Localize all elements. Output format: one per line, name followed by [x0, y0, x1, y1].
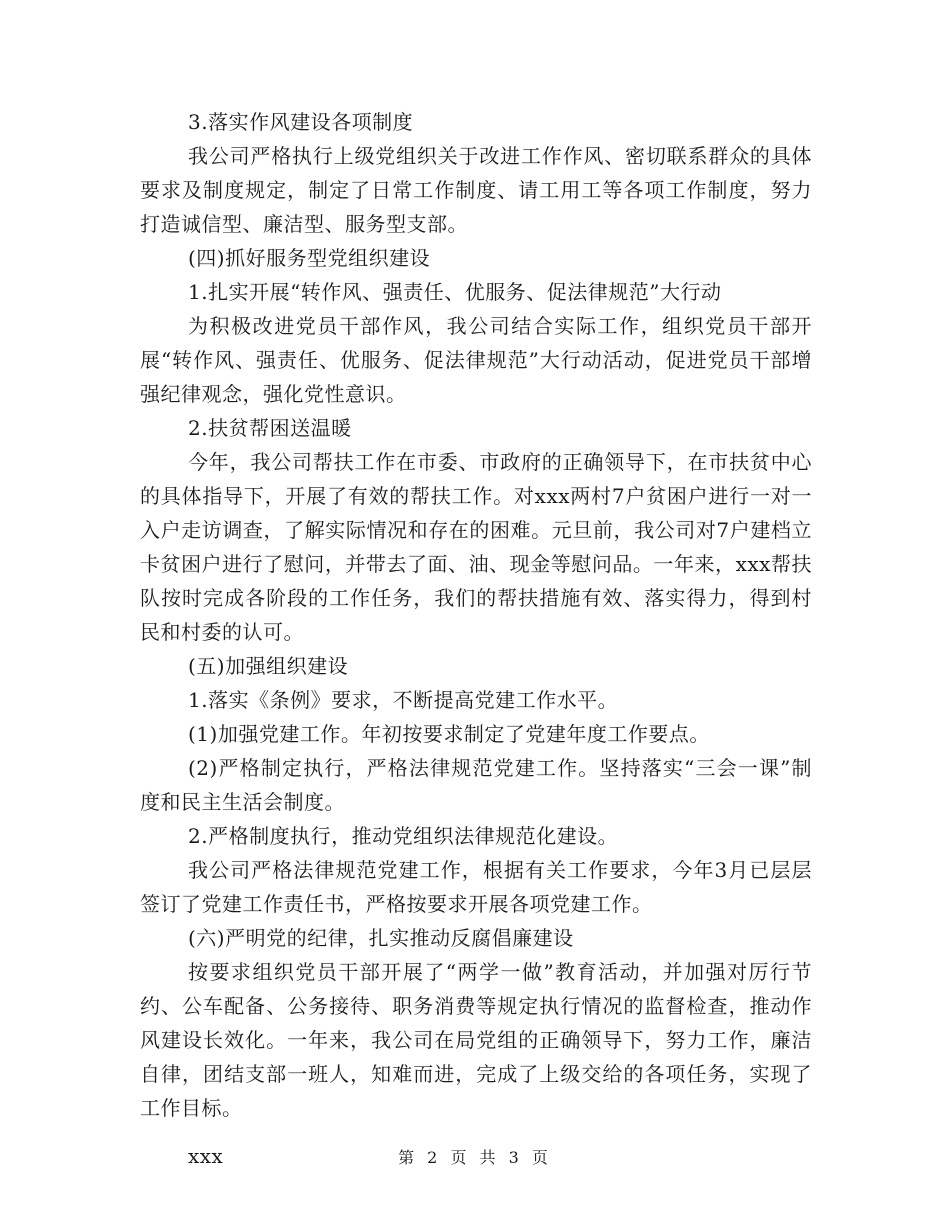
- section-heading: 2.扶贫帮困送温暖: [188, 416, 352, 440]
- paragraph: 我公司严格执行上级党组织关于改进工作作风、密切联系群众的具体要求及制度规定，制定了日常工作制度、请工用工等各项工作制度，努力打造诚信型、廉洁型、服务型支部。: [140, 144, 812, 236]
- section-heading: (五)加强组织建设: [188, 654, 349, 678]
- paragraph: 今年，我公司帮扶工作在市委、市政府的正确领导下，在市扶贫中心的具体指导下，开展了有效的帮扶工作。对xxx两村7户贫困户进行一对一入户走访调查，了解实际情况和存在的困难。元旦前，我公司对7户建档立卡贫困户进行了慰问，并带去了面、油、现金等慰问品。一年来，xxx帮扶队按时完成各阶段的工作任务，我们的帮扶措施有效、落实得力，得到村民和村委的认可。: [140, 450, 812, 644]
- paragraph: 为积极改进党员干部作风，我公司结合实际工作，组织党员干部开展“转作风、强责任、优服务、促法律规范”大行动活动，促进党员干部增强纪律观念，强化党性意识。: [140, 314, 812, 406]
- paragraph: 我公司严格法律规范党建工作，根据有关工作要求，今年3月已层层签订了党建工作责任书，严格按要求开展各项党建工作。: [140, 858, 812, 916]
- signature: xxx: [188, 1144, 224, 1168]
- document-body: [140, 105, 812, 1173]
- paragraph: 按要求组织党员干部开展了“两学一做”教育活动，并加强对厉行节约、公车配备、公务接待、职务消费等规定执行情况的监督检查，推动作风建设长效化。一年来，我公司在局党组的正确领导下，努力工作，廉洁自律，团结支部一班人，知难而进，完成了上级交给的各项任务，实现了工作目标。: [140, 960, 812, 1120]
- paragraph: (2)严格制定执行，严格法律规范党建工作。坚持落实“三会一课”制度和民主生活会制度。: [140, 756, 812, 814]
- section-heading: (四)抓好服务型党组织建设: [188, 246, 431, 270]
- page-number-footer: 第 2 页 共 3 页: [398, 1148, 552, 1167]
- section-heading: 3.落实作风建设各项制度: [188, 110, 414, 134]
- section-heading: 1.落实《条例》要求，不断提高党建工作水平。: [188, 688, 619, 712]
- section-heading: 2.严格制度执行，推动党组织法律规范化建设。: [188, 824, 619, 848]
- section-heading: 1.扎实开展“转作风、强责任、优服务、促法律规范”大行动: [188, 280, 722, 304]
- section-heading: (六)严明党的纪律，扎实推动反腐倡廉建设: [188, 926, 574, 950]
- paragraph: (1)加强党建工作。年初按要求制定了党建年度工作要点。: [188, 722, 710, 746]
